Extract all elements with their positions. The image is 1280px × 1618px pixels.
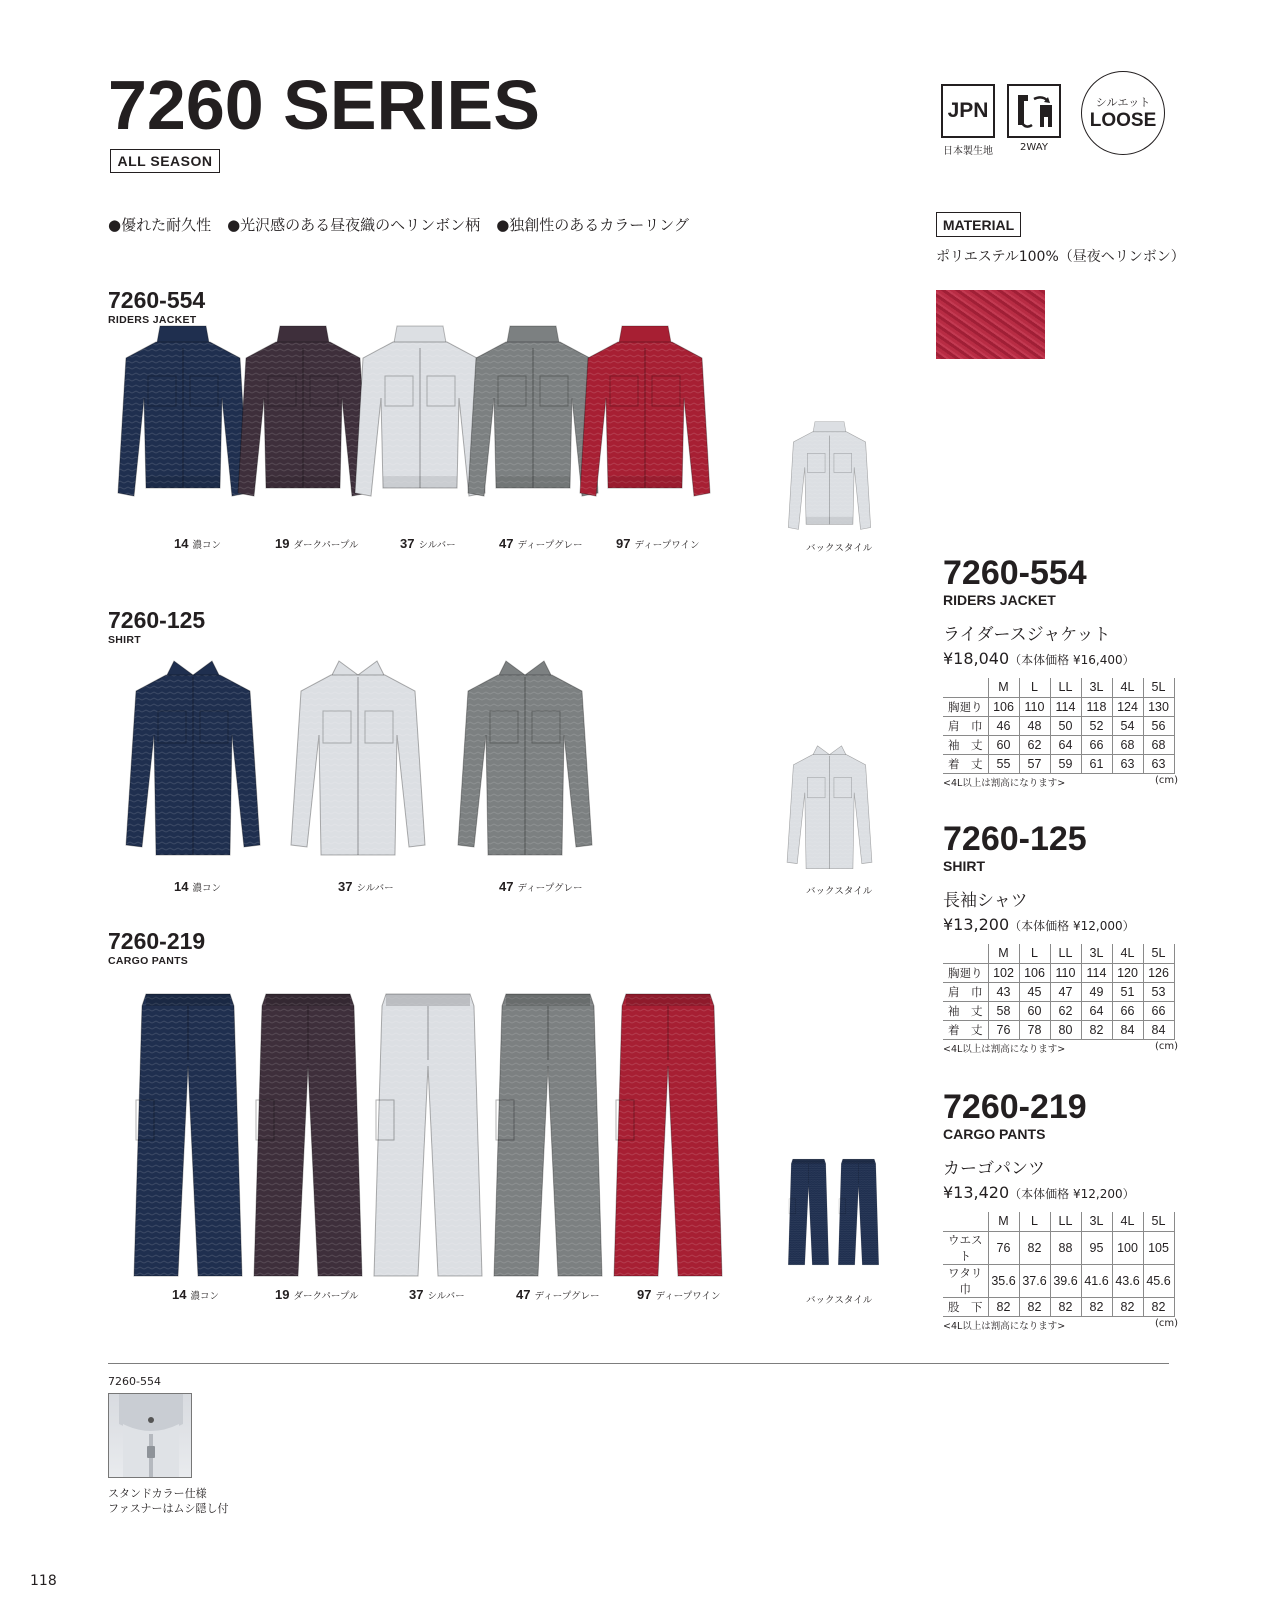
color-label: 47 ディープグレー xyxy=(499,879,583,894)
spec-price: ¥13,420（本体価格 ¥12,200） xyxy=(943,1183,1135,1202)
silhouette-sub: シルエット xyxy=(1095,96,1151,109)
series-title: 7260 SERIES xyxy=(108,66,540,144)
fabric-swatch xyxy=(936,290,1045,359)
spec-name: RIDERS JACKET xyxy=(943,592,1056,608)
pants-grey-image xyxy=(488,990,608,1284)
table-row: 肩 巾 43 45 47 49 51 53 xyxy=(943,982,1174,1001)
color-label: 97 ディープワイン xyxy=(616,536,700,551)
pants-navy-image xyxy=(128,990,248,1284)
table-row: 袖 丈 60 62 64 66 68 68 xyxy=(943,735,1174,754)
season-tag: ALL SEASON xyxy=(110,149,220,173)
back-style-label: バックスタイル xyxy=(806,1295,873,1306)
table-row: ウエスト 76 82 88 95 100 105 xyxy=(943,1231,1174,1264)
section-pants-heading xyxy=(108,930,205,967)
page-number: 118 xyxy=(30,1573,57,1589)
table-row: 肩 巾 46 48 50 52 54 56 xyxy=(943,716,1174,735)
section-code: 7260-219 xyxy=(108,928,206,954)
table-row: 胸廻り 102 106 110 114 120 126 xyxy=(943,963,1174,982)
size-table: M L LL 3L 4L 5L 胸廻り 102 106 110 114 120 126 肩 巾 43 45 47 49 51 53 袖 丈 58 60 62 64 66 66 着 丈 76 78 80 82 84 84 xyxy=(943,944,1175,1040)
table-row: 胸廻り 106 110 114 118 124 130 xyxy=(943,697,1174,716)
two-way-glyph xyxy=(1012,89,1056,133)
color-label: 37 シルバー xyxy=(400,536,456,551)
spec-block-jacket xyxy=(943,556,1178,789)
section-code: 7260-554 xyxy=(108,287,206,313)
color-label: 14 濃コン xyxy=(174,879,221,894)
shirt-grey-image xyxy=(450,655,600,869)
back-style-label: バックスタイル xyxy=(806,886,873,897)
color-label: 37 シルバー xyxy=(338,879,394,894)
size-unit: (cm) xyxy=(1154,1317,1178,1329)
section-name: CARGO PANTS xyxy=(108,955,189,967)
color-label: 19 ダークパープル xyxy=(275,536,359,551)
size-unit: (cm) xyxy=(1154,774,1178,786)
size-table: M L LL 3L 4L 5L 胸廻り 106 110 114 118 124 130 肩 巾 46 48 50 52 54 56 袖 丈 60 62 64 66 68 68 着 丈 55 57 59 61 63 63 xyxy=(943,678,1175,774)
detail-code: 7260-554 xyxy=(108,1375,161,1388)
feature-item: ●優れた耐久性 xyxy=(108,216,212,234)
silhouette-badge xyxy=(1081,71,1165,155)
spec-block-pants xyxy=(943,1090,1178,1332)
detail-caption: スタンドカラー仕様 ファスナーはムシ隠し付 xyxy=(108,1487,229,1515)
jacket-wine-image xyxy=(570,318,720,522)
collar-detail-image xyxy=(108,1393,192,1478)
section-name: SHIRT xyxy=(108,634,141,646)
divider xyxy=(108,1363,1169,1364)
spec-name: CARGO PANTS xyxy=(943,1126,1046,1142)
collar-detail-drawing xyxy=(109,1394,192,1478)
spec-name: SHIRT xyxy=(943,858,985,874)
two-way-icon xyxy=(1007,84,1061,138)
table-row: 着 丈 76 78 80 82 84 84 xyxy=(943,1020,1174,1039)
spec-japanese-name: カーゴパンツ xyxy=(943,1159,1045,1179)
shirt-silver-image xyxy=(283,655,433,869)
color-label: 14 濃コン xyxy=(174,536,221,551)
material-tag: MATERIAL xyxy=(936,212,1021,237)
spec-code: 7260-125 xyxy=(943,820,1087,858)
spec-code: 7260-219 xyxy=(943,1088,1087,1126)
material-description: ポリエステル100%（昼夜ヘリンボン） xyxy=(936,249,1185,265)
shirt-back-image xyxy=(782,742,877,879)
color-label: 14 濃コン xyxy=(172,1287,219,1302)
size-note: <4L以上は割高になります> xyxy=(943,1320,1066,1332)
pants-back-image-2 xyxy=(836,1143,881,1285)
pants-silver-image xyxy=(368,990,488,1284)
back-style-label: バックスタイル xyxy=(806,543,873,554)
size-unit: (cm) xyxy=(1154,1040,1178,1052)
table-row: 股 下 82 82 82 82 82 82 xyxy=(943,1297,1174,1316)
spec-price: ¥18,040（本体価格 ¥16,400） xyxy=(943,649,1135,668)
section-code: 7260-125 xyxy=(108,607,206,633)
jacket-back-image xyxy=(782,415,877,549)
jpn-badge-caption: 日本製生地 xyxy=(943,146,993,157)
feature-list xyxy=(108,214,689,235)
size-table: M L LL 3L 4L 5L ウエスト 76 82 88 95 100 105 ワタリ巾 35.6 37.6 39.6 41.6 43.6 45.6 股 下 82 82 82 82 82 82 xyxy=(943,1212,1175,1317)
spec-japanese-name: 長袖シャツ xyxy=(943,891,1028,911)
pants-back-image-1 xyxy=(786,1143,831,1285)
feature-item: ●光沢感のある昼夜織のヘリンボン柄 xyxy=(227,216,481,234)
pants-wine-image xyxy=(608,990,728,1284)
color-label: 97 ディープワイン xyxy=(637,1287,721,1302)
spec-japanese-name: ライダースジャケット xyxy=(943,625,1111,645)
jpn-badge-label: JPN xyxy=(947,99,989,122)
spec-price: ¥13,200（本体価格 ¥12,000） xyxy=(943,915,1135,934)
color-label: 37 シルバー xyxy=(409,1287,465,1302)
feature-item: ●独創性のあるカラーリング xyxy=(496,216,689,234)
spec-block-shirt xyxy=(943,822,1178,1055)
color-label: 47 ディープグレー xyxy=(499,536,583,551)
shirt-navy-image xyxy=(118,655,268,869)
section-name: RIDERS JACKET xyxy=(108,314,197,326)
size-note: <4L以上は割高になります> xyxy=(943,777,1066,789)
color-label: 47 ディープグレー xyxy=(516,1287,600,1302)
pants-purple-image xyxy=(248,990,368,1284)
spec-code: 7260-554 xyxy=(943,554,1087,592)
jpn-badge xyxy=(941,84,995,138)
table-row: ワタリ巾 35.6 37.6 39.6 41.6 43.6 45.6 xyxy=(943,1264,1174,1297)
size-note: <4L以上は割高になります> xyxy=(943,1043,1066,1055)
color-label: 19 ダークパープル xyxy=(275,1287,359,1302)
section-shirt-heading xyxy=(108,609,205,646)
silhouette-main: LOOSE xyxy=(1089,110,1157,131)
two-way-caption: 2WAY xyxy=(1020,142,1048,153)
table-row: 袖 丈 58 60 62 64 66 66 xyxy=(943,1001,1174,1020)
table-row: 着 丈 55 57 59 61 63 63 xyxy=(943,754,1174,773)
